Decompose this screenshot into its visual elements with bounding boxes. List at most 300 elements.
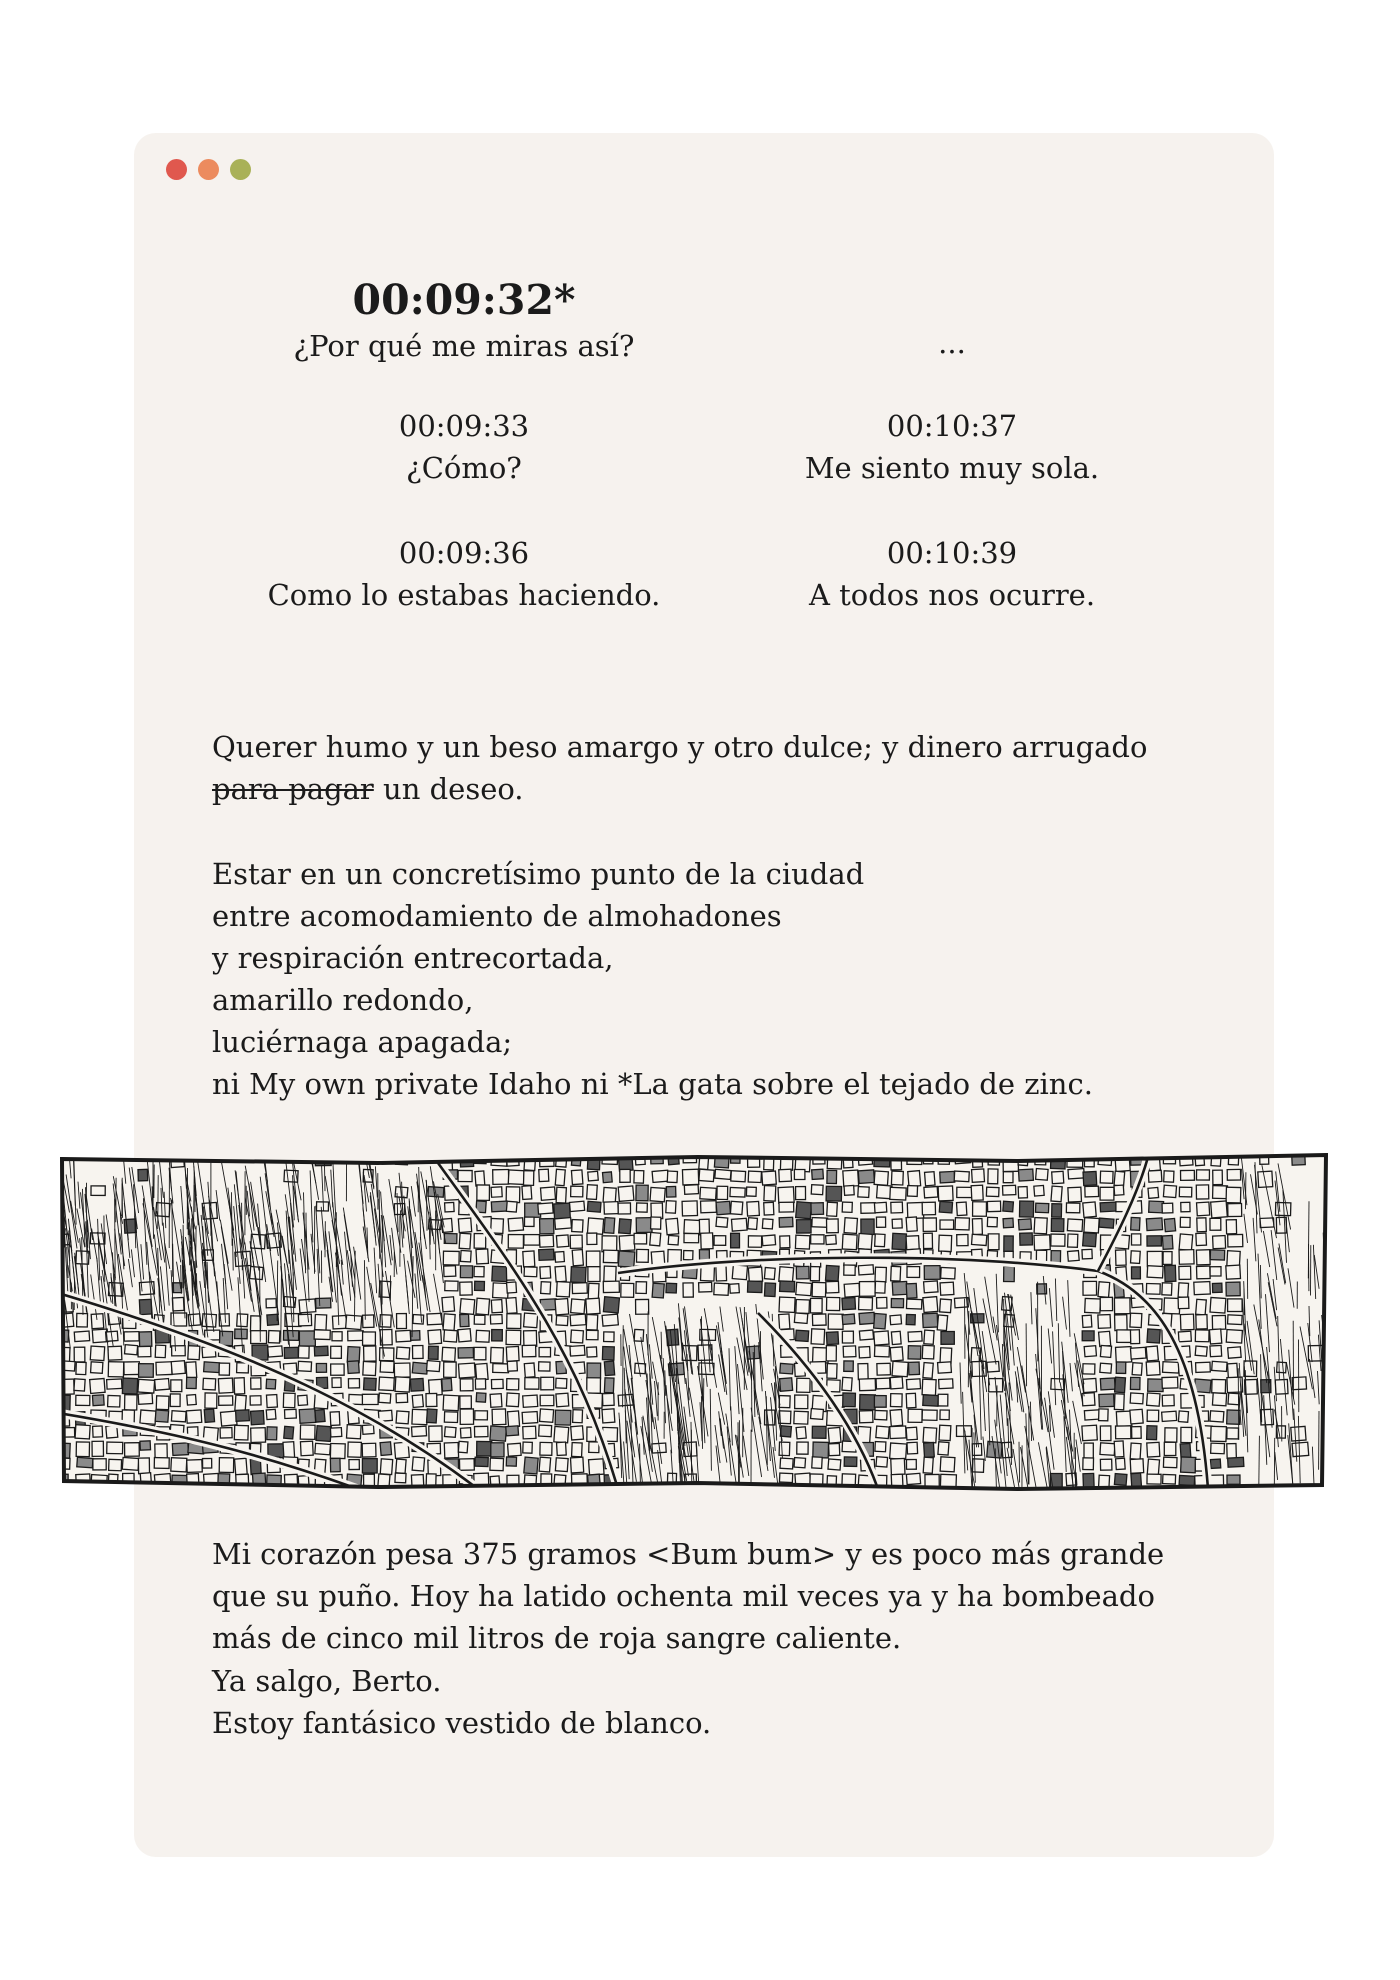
map-block — [923, 1233, 932, 1248]
map-block — [941, 1331, 954, 1344]
map-block — [634, 1170, 644, 1183]
map-block — [779, 1314, 790, 1330]
map-block — [844, 1283, 860, 1297]
map-block — [1306, 1491, 1320, 1493]
hatch-stroke — [158, 1175, 159, 1229]
map-block — [554, 1203, 571, 1219]
map-block — [779, 1442, 790, 1456]
map-block — [1164, 1442, 1176, 1455]
map-block — [588, 1267, 600, 1282]
map-block — [1051, 1234, 1065, 1246]
map-block — [1099, 1218, 1114, 1228]
map-block — [650, 1187, 665, 1201]
map-block — [1114, 1171, 1125, 1186]
map-block — [635, 1492, 651, 1493]
map-block — [1227, 1444, 1237, 1459]
subtitle-left-3 — [204, 532, 724, 616]
map-block — [731, 1171, 746, 1182]
map-block — [1084, 1218, 1099, 1233]
map-block — [892, 1489, 902, 1493]
map-block — [731, 1233, 740, 1248]
map-block — [1051, 1218, 1064, 1231]
map-block — [298, 1346, 309, 1358]
map-block — [923, 1218, 936, 1231]
map-block — [1147, 1329, 1160, 1343]
close-dot-icon[interactable] — [166, 159, 187, 180]
map-block — [266, 1409, 276, 1419]
map-block — [1162, 1377, 1178, 1388]
map-block — [1115, 1377, 1126, 1393]
map-block — [891, 1266, 901, 1281]
map-block — [860, 1491, 872, 1493]
map-block — [109, 1459, 122, 1470]
map-block — [875, 1489, 890, 1493]
map-block — [364, 1346, 377, 1361]
map-block — [1003, 1156, 1018, 1172]
map-block — [1098, 1282, 1110, 1298]
map-block — [221, 1489, 237, 1493]
map-block — [1228, 1489, 1242, 1493]
map-block — [1212, 1283, 1222, 1292]
map-block — [236, 1489, 249, 1493]
map-block — [586, 1251, 600, 1267]
map-block — [796, 1330, 809, 1341]
map-block — [1325, 1458, 1330, 1472]
hatch-stroke — [1019, 1442, 1020, 1483]
map-block — [1147, 1491, 1162, 1493]
map-block — [876, 1378, 890, 1389]
map-block — [1181, 1202, 1190, 1212]
map-block — [1098, 1315, 1111, 1329]
map-block — [445, 1427, 457, 1438]
map-block — [939, 1235, 952, 1251]
map-block — [250, 1266, 263, 1279]
map-block — [475, 1281, 485, 1290]
map-block — [170, 1394, 180, 1407]
map-block — [171, 1411, 186, 1422]
map-block — [603, 1172, 613, 1183]
map-block — [1131, 1267, 1140, 1279]
map-block — [554, 1426, 569, 1442]
map-block — [555, 1410, 571, 1425]
poem-stanza-3 — [212, 1533, 1222, 1659]
map-block — [316, 1298, 331, 1308]
map-block — [938, 1186, 953, 1201]
map-block — [940, 1410, 949, 1420]
map-block — [1162, 1235, 1173, 1249]
map-block — [746, 1187, 756, 1196]
hatch-stroke — [1326, 1453, 1330, 1491]
map-block — [396, 1459, 406, 1473]
map-block — [908, 1362, 919, 1375]
map-block — [1066, 1490, 1080, 1493]
struck-text: para pagar — [212, 772, 374, 806]
map-block — [460, 1266, 472, 1278]
map-block — [475, 1363, 488, 1380]
map-block — [604, 1361, 614, 1375]
map-block — [267, 1427, 277, 1440]
map-block — [140, 1410, 156, 1424]
map-block — [636, 1203, 647, 1212]
map-block — [762, 1219, 773, 1229]
map-block — [444, 1330, 458, 1342]
map-block — [443, 1251, 459, 1265]
map-block — [717, 1186, 728, 1199]
map-block — [1195, 1346, 1207, 1356]
map-block — [1083, 1233, 1097, 1247]
subtitle-right-1 — [692, 322, 1212, 364]
map-block — [59, 1428, 75, 1438]
map-block — [219, 1396, 233, 1405]
map-block — [860, 1395, 876, 1410]
map-block — [906, 1489, 921, 1493]
subtitle-time: 00:09:32* — [352, 276, 576, 324]
map-block — [794, 1169, 805, 1179]
map-block — [460, 1250, 471, 1261]
map-block — [267, 1489, 282, 1493]
map-block — [1213, 1186, 1228, 1199]
map-block — [826, 1332, 838, 1345]
map-block — [780, 1236, 790, 1248]
poem-line: y respiración entrecortada, — [212, 941, 614, 975]
map-block — [572, 1443, 583, 1457]
map-block — [140, 1441, 151, 1450]
map-block — [987, 1361, 999, 1372]
map-block — [523, 1395, 538, 1407]
map-block — [139, 1299, 151, 1315]
subtitle-right-2 — [692, 405, 1212, 489]
map-block — [412, 1362, 427, 1374]
poem-line: entre acomodamiento de almohadones — [212, 899, 782, 933]
map-block — [1226, 1265, 1241, 1279]
map-block — [508, 1235, 523, 1249]
map-block — [619, 1219, 632, 1234]
map-block — [491, 1300, 502, 1313]
hatch-stroke — [58, 1247, 60, 1300]
map-block — [892, 1219, 902, 1228]
map-block — [1196, 1315, 1207, 1329]
map-block — [1227, 1428, 1239, 1439]
map-block — [1100, 1345, 1111, 1357]
map-block — [1130, 1377, 1140, 1389]
map-block — [556, 1378, 567, 1388]
subtitle-right-3 — [692, 532, 1212, 616]
map-block — [1034, 1235, 1050, 1250]
map-block — [908, 1346, 921, 1360]
map-block — [858, 1364, 868, 1380]
map-block — [1131, 1217, 1140, 1230]
map-block — [570, 1314, 586, 1326]
map-block — [507, 1282, 517, 1293]
map-block — [1227, 1410, 1240, 1424]
map-block — [812, 1218, 828, 1228]
map-block — [522, 1345, 536, 1357]
map-block — [235, 1395, 246, 1412]
map-block — [922, 1345, 934, 1359]
map-block — [1194, 1282, 1211, 1295]
map-block — [476, 1330, 490, 1342]
map-block — [539, 1169, 549, 1181]
map-block — [124, 1362, 140, 1375]
map-block — [828, 1314, 843, 1329]
map-block — [220, 1411, 237, 1426]
map-block — [139, 1490, 150, 1493]
map-block — [171, 1361, 185, 1375]
map-block — [620, 1169, 630, 1182]
map-block — [348, 1379, 359, 1388]
map-block — [796, 1299, 810, 1313]
map-block — [1210, 1459, 1220, 1468]
map-block — [588, 1490, 600, 1493]
map-block — [506, 1346, 519, 1361]
map-block — [540, 1442, 552, 1455]
map-block — [762, 1171, 777, 1185]
map-block — [925, 1474, 939, 1486]
map-block — [396, 1347, 409, 1359]
map-block — [524, 1363, 535, 1377]
map-block — [428, 1330, 442, 1344]
map-block — [828, 1427, 841, 1443]
map-block — [1099, 1490, 1114, 1493]
map-block — [573, 1410, 583, 1423]
map-block — [570, 1345, 585, 1356]
map-block — [794, 1411, 808, 1424]
map-block — [524, 1217, 534, 1226]
map-block — [1114, 1298, 1130, 1314]
map-block — [1181, 1170, 1195, 1180]
map-block — [506, 1393, 519, 1407]
map-block — [1051, 1186, 1062, 1202]
map-block — [410, 1378, 423, 1391]
map-block — [1018, 1169, 1033, 1181]
map-block — [987, 1491, 1000, 1493]
map-block — [330, 1428, 341, 1437]
map-block — [490, 1315, 502, 1324]
map-block — [859, 1411, 873, 1423]
map-block — [204, 1362, 220, 1373]
map-block — [460, 1428, 471, 1438]
map-block — [906, 1459, 916, 1469]
map-block — [891, 1299, 903, 1308]
map-block — [1260, 1218, 1274, 1228]
map-block — [1100, 1378, 1115, 1390]
map-block — [299, 1331, 315, 1346]
map-block — [779, 1491, 790, 1493]
map-block — [829, 1492, 842, 1493]
map-block — [187, 1460, 203, 1473]
map-block — [925, 1172, 936, 1186]
map-block — [332, 1315, 346, 1329]
map-block — [1100, 1202, 1116, 1212]
map-block — [716, 1266, 727, 1281]
map-block — [701, 1201, 717, 1213]
map-block — [732, 1265, 747, 1280]
map-block — [653, 1491, 663, 1493]
map-block — [237, 1363, 249, 1373]
map-block — [1114, 1185, 1124, 1195]
map-block — [829, 1443, 840, 1455]
map-block — [332, 1332, 342, 1341]
map-block — [637, 1249, 649, 1262]
map-block — [602, 1393, 614, 1405]
map-block — [731, 1218, 747, 1231]
map-block — [827, 1170, 837, 1183]
map-block — [523, 1442, 533, 1453]
map-block — [1130, 1459, 1143, 1473]
map-block — [700, 1187, 716, 1199]
map-block — [602, 1409, 615, 1423]
map-block — [445, 1202, 455, 1212]
map-block — [1147, 1410, 1159, 1421]
map-block — [794, 1458, 806, 1468]
map-block — [298, 1490, 314, 1493]
map-block — [1149, 1201, 1164, 1213]
map-block — [618, 1186, 634, 1201]
map-block — [539, 1362, 551, 1371]
map-block — [586, 1330, 598, 1339]
map-block — [395, 1377, 410, 1392]
map-block — [156, 1396, 169, 1410]
map-block — [186, 1490, 202, 1493]
map-block — [380, 1442, 392, 1456]
map-block — [877, 1297, 887, 1308]
map-block — [812, 1314, 826, 1325]
map-block — [1211, 1443, 1225, 1454]
map-block — [890, 1377, 903, 1389]
map-block — [138, 1346, 151, 1357]
map-block — [1052, 1171, 1064, 1183]
map-block — [1130, 1393, 1143, 1404]
map-block — [666, 1201, 676, 1213]
map-block — [827, 1202, 838, 1216]
map-block — [138, 1458, 149, 1474]
map-block — [203, 1458, 212, 1468]
map-block — [972, 1459, 983, 1472]
map-block — [666, 1218, 679, 1234]
map-block — [667, 1171, 677, 1183]
map-block — [477, 1490, 490, 1493]
map-block — [810, 1298, 822, 1313]
map-block — [972, 1169, 985, 1182]
map-block — [475, 1171, 485, 1186]
map-block — [477, 1185, 490, 1200]
map-block — [714, 1490, 726, 1493]
map-block — [300, 1441, 313, 1456]
map-block — [316, 1426, 331, 1442]
map-block — [1147, 1236, 1162, 1246]
map-block — [1083, 1458, 1094, 1470]
map-block — [171, 1458, 187, 1472]
subtitle-text: ¿Por qué me miras así? — [293, 329, 635, 363]
map-block — [491, 1347, 504, 1363]
map-block — [939, 1201, 952, 1213]
map-block — [363, 1332, 376, 1345]
map-block — [1162, 1203, 1173, 1213]
map-block — [796, 1282, 812, 1295]
map-block — [155, 1410, 168, 1422]
map-block — [1146, 1284, 1160, 1295]
map-block — [445, 1281, 458, 1291]
map-block — [250, 1316, 260, 1332]
map-block — [924, 1490, 940, 1493]
map-block — [1117, 1330, 1131, 1343]
maximize-dot-icon[interactable] — [230, 159, 251, 180]
map-block — [1212, 1361, 1227, 1371]
map-block — [108, 1362, 124, 1377]
hatch-stroke — [181, 1265, 182, 1294]
map-block — [186, 1377, 196, 1388]
map-block — [1146, 1361, 1160, 1375]
map-block — [907, 1186, 917, 1197]
map-block — [570, 1235, 582, 1248]
map-block — [1147, 1426, 1157, 1440]
map-block — [1003, 1492, 1016, 1493]
map-block — [618, 1203, 630, 1214]
map-block — [490, 1394, 502, 1408]
map-block — [74, 1379, 85, 1391]
map-block — [797, 1442, 808, 1454]
map-block — [957, 1235, 968, 1246]
map-block — [555, 1266, 566, 1282]
map-block — [77, 1457, 93, 1468]
map-block — [77, 1491, 91, 1493]
map-block — [940, 1282, 954, 1295]
map-block — [602, 1236, 617, 1252]
map-block — [826, 1186, 842, 1201]
map-block — [892, 1361, 908, 1376]
map-block — [76, 1362, 86, 1374]
map-block — [572, 1491, 587, 1493]
map-block — [540, 1266, 551, 1278]
map-block — [1130, 1443, 1141, 1459]
poem-line: Mi corazón pesa 375 gramos <Bum bum> y es poco más grande — [212, 1537, 1165, 1571]
map-block — [861, 1219, 874, 1234]
map-block — [283, 1393, 295, 1408]
map-block — [906, 1473, 920, 1484]
hatch-stroke — [623, 1325, 624, 1407]
map-block — [156, 1362, 172, 1375]
map-block — [972, 1219, 982, 1235]
map-block — [571, 1267, 586, 1283]
map-block — [92, 1441, 103, 1456]
map-block — [555, 1299, 569, 1315]
poem-line: Estar en un concretísimo punto de la ciudad — [212, 857, 865, 891]
map-block — [458, 1363, 475, 1378]
map-block — [796, 1220, 811, 1233]
map-block — [1210, 1345, 1222, 1356]
map-block — [428, 1489, 439, 1493]
map-block — [1212, 1379, 1226, 1393]
minimize-dot-icon[interactable] — [198, 159, 219, 180]
poem-line: ni My own private Idaho ni *La gata sobre el tejado de zinc. — [212, 1067, 1093, 1101]
map-block — [1213, 1170, 1223, 1185]
map-block — [748, 1267, 762, 1282]
map-block — [779, 1267, 794, 1283]
map-block — [459, 1233, 471, 1249]
poem-line — [212, 768, 1222, 810]
map-block — [139, 1332, 152, 1347]
map-block — [1164, 1218, 1175, 1231]
map-block — [204, 1409, 214, 1422]
map-block — [1004, 1266, 1015, 1281]
map-block — [875, 1442, 886, 1452]
map-block — [1228, 1203, 1242, 1216]
map-block — [555, 1218, 572, 1230]
map-block — [138, 1169, 148, 1181]
map-block — [460, 1282, 473, 1295]
map-block — [1085, 1186, 1099, 1197]
map-block — [842, 1331, 853, 1343]
